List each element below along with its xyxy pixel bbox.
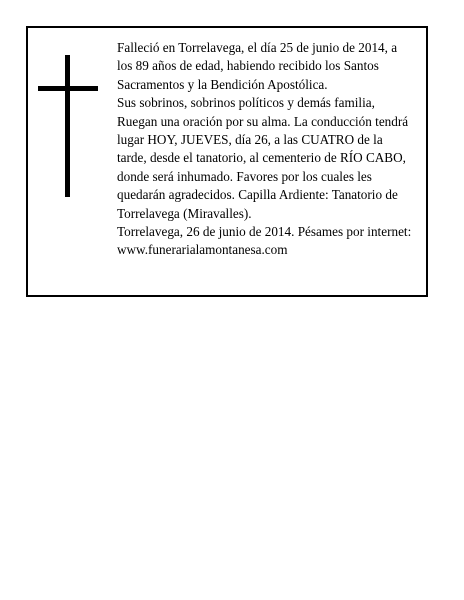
obituary-notice [26,26,428,297]
cross-vertical-bar [65,55,70,197]
obituary-line: Torrelavega, 26 de junio de 2014. Pésames por internet: [117,224,412,240]
obituary-line: lugar HOY, JUEVES, día 26, a las CUATRO de la [117,132,383,148]
obituary-line: quedarán agradecidos. Capilla Ardiente: Tanatorio de [117,187,398,203]
obituary-line: los 89 años de edad, habiendo recibido los Santos [117,58,379,74]
latin-cross-icon [38,55,98,197]
website-url: www.funerarialamontanesa.com [117,242,288,258]
obituary-line: Sus sobrinos, sobrinos políticos y demás familia, [117,95,375,111]
obituary-line: Sacramentos y la Bendición Apostólica. [117,76,328,92]
obituary-line: Torrelavega (Miravalles). [117,205,252,221]
obituary-line: tarde, desde el tanatorio, al cementerio de RÍO CABO, [117,150,406,166]
obituary-text [117,39,417,260]
obituary-line: Falleció en Torrelavega, el día 25 de junio de 2014, a [117,40,398,55]
obituary-line: Ruegan una oración por su alma. La conducción tendrá [117,113,409,129]
obituary-line: donde será inhumado. Favores por los cuales les [117,168,372,184]
cross-horizontal-bar [38,86,98,91]
